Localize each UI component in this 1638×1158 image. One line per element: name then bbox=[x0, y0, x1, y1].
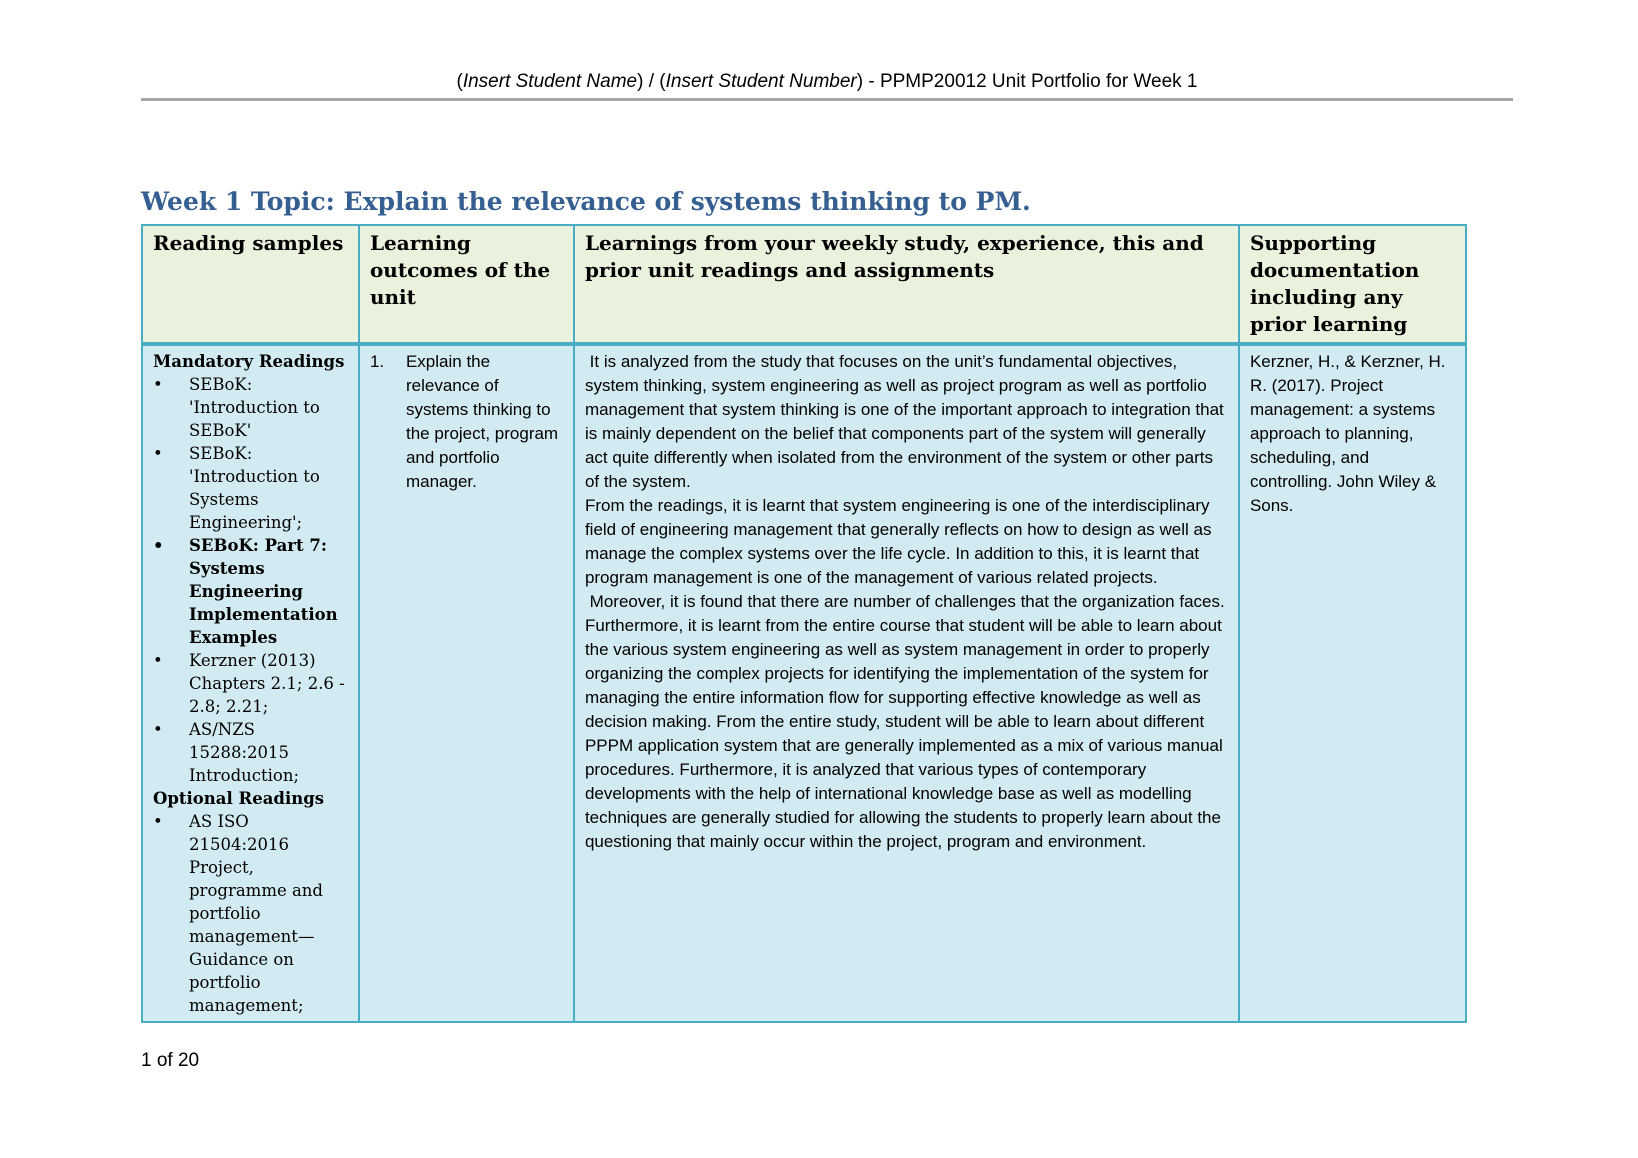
header-student-number: Insert Student Number bbox=[665, 71, 857, 92]
reading-samples-cell bbox=[142, 344, 359, 1022]
learning-paragraph: From the readings, it is learnt that system engineering is one of the interdisciplinary field of engineering management that generally reflects on how to design as well as manage the complex systems over the life cycle. In addition to this, it is learnt that program management is one of the management of various related projects. bbox=[584, 496, 1217, 587]
list-item: • AS/NZS 15288:2015 Introduction; bbox=[153, 718, 348, 787]
list-item: • SEBoK: 'Introduction to Systems Engineering'; bbox=[153, 442, 348, 534]
supporting-documentation-cell: Kerzner, H., & Kerzner, H. R. (2017). Project management: a systems approach to planning, scheduling, and controlling. John Wiley & Sons. bbox=[1239, 344, 1466, 1022]
header-open-paren: ( bbox=[456, 71, 463, 92]
header-learning-outcomes: Learning outcomes of the unit bbox=[359, 225, 574, 344]
header-separator: ) / ( bbox=[637, 71, 666, 92]
portfolio-table bbox=[141, 224, 1467, 1023]
learnings-cell bbox=[574, 344, 1239, 1022]
table-row bbox=[142, 344, 1466, 1022]
outcome-number: 1. bbox=[369, 352, 385, 371]
header-student-name: Insert Student Name bbox=[462, 71, 638, 92]
mandatory-readings-title: Mandatory Readings bbox=[153, 352, 345, 371]
page-header bbox=[141, 70, 1513, 101]
optional-readings-title: Optional Readings bbox=[153, 789, 325, 808]
page-number: 1 of 20 bbox=[141, 1050, 200, 1071]
learning-paragraph: It is analyzed from the study that focuses on the unit’s fundamental objectives, system thinking, system engineering as well as project program as well as portfolio management that system thinking is one of the important approach to integration that is mainly dependent on the belief that components part of the system will generally act quite differently when isolated from the environment of the system or other parts of the system. bbox=[584, 352, 1229, 491]
mandatory-readings-list bbox=[153, 373, 348, 787]
list-item: • AS ISO 21504:2016 Project, programme and portfolio management—Guidance on portfolio management; bbox=[153, 810, 348, 1017]
list-item: • SEBoK: 'Introduction to SEBoK' bbox=[153, 373, 348, 442]
learning-outcomes-cell bbox=[359, 344, 574, 1022]
page-title: Week 1 Topic: Explain the relevance of systems thinking to PM. bbox=[141, 187, 1031, 216]
list-item bbox=[370, 350, 563, 494]
optional-readings-list bbox=[153, 810, 348, 1017]
header-learnings: Learnings from your weekly study, experience, this and prior unit readings and assignments bbox=[574, 225, 1239, 344]
header-supporting-documentation: Supporting documentation including any prior learning bbox=[1239, 225, 1466, 344]
outcome-text: Explain the relevance of systems thinking to the project, program and portfolio manager. bbox=[405, 352, 559, 491]
header-unit-title: ) - PPMP20012 Unit Portfolio for Week 1 bbox=[856, 71, 1198, 92]
list-item: • Kerzner (2013) Chapters 2.1; 2.6 - 2.8; 2.21; bbox=[153, 649, 348, 718]
learning-paragraph: Moreover, it is found that there are number of challenges that the organization faces. Furthermore, it is learnt from the entire course that student will be able to learn about the various system engineering as well as system management in order to properly organizing the complex projects for identifying the implementation of the system for managing the entire information flow for supporting effective knowledge as well as decision making. From the entire study, student will be able to learn about different PPPM application system that are generally implemented as a mix of various manual procedures. Furthermore, it is analyzed that various types of contemporary developments with the help of international knowledge base as well as modelling techniques are generally studied for allowing the students to properly learn about the questioning that mainly occur within the project, program and environment. bbox=[584, 592, 1230, 851]
list-item: • SEBoK: Part 7: Systems Engineering Implementation Examples bbox=[153, 534, 348, 649]
header-reading-samples: Reading samples bbox=[142, 225, 359, 344]
table-header-row bbox=[142, 225, 1466, 344]
learning-outcomes-list bbox=[370, 350, 563, 494]
